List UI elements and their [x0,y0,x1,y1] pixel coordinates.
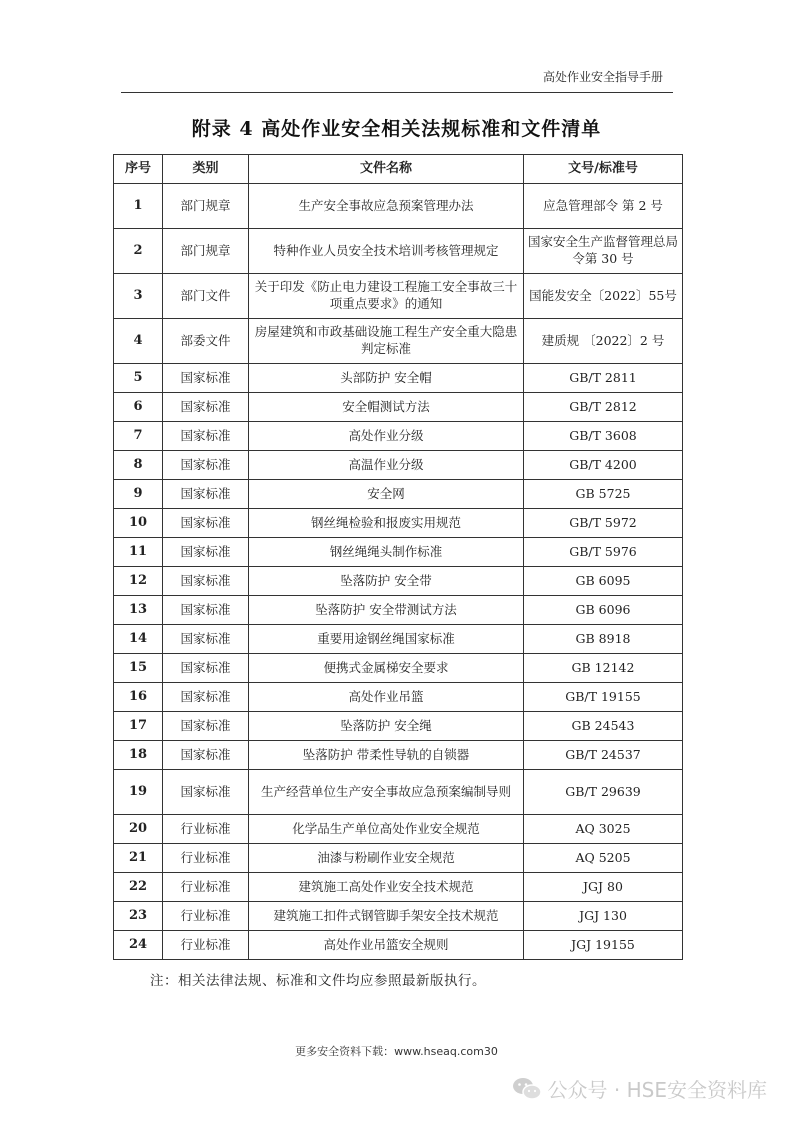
cell-no: 20 [114,815,163,844]
cell-category: 部门规章 [163,184,249,229]
cell-no: 8 [114,451,163,480]
cell-category: 行业标准 [163,873,249,902]
cell-name: 坠落防护 安全带 [249,567,524,596]
cell-code: GB/T 24537 [524,741,683,770]
table-row [114,902,683,931]
cell-name: 高处作业吊篮 [249,683,524,712]
cell-code: GB/T 2812 [524,393,683,422]
cell-no: 10 [114,509,163,538]
footnote: 注：相关法律法规、标准和文件均应参照最新版执行。 [150,973,486,989]
cell-category: 国家标准 [163,567,249,596]
col-header-code: 文号/标准号 [524,155,683,184]
cell-name: 头部防护 安全帽 [249,364,524,393]
cell-name: 钢丝绳检验和报废实用规范 [249,509,524,538]
cell-name: 坠落防护 安全绳 [249,712,524,741]
cell-category: 国家标准 [163,422,249,451]
cell-category: 行业标准 [163,931,249,960]
cell-name: 化学品生产单位高处作业安全规范 [249,815,524,844]
cell-no: 21 [114,844,163,873]
cell-category: 部门规章 [163,229,249,274]
cell-no: 13 [114,596,163,625]
table-row [114,509,683,538]
page-title: 附录 4 高处作业安全相关法规标准和文件清单 [191,118,602,140]
cell-code: AQ 3025 [524,815,683,844]
table-row [114,596,683,625]
cell-name: 安全帽测试方法 [249,393,524,422]
col-header-name: 文件名称 [249,155,524,184]
header-title: 高处作业安全指导手册 [542,70,663,84]
cell-code: GB/T 19155 [524,683,683,712]
cell-code: JGJ 19155 [524,931,683,960]
cell-code: GB 8918 [524,625,683,654]
cell-name: 高处作业吊篮安全规则 [249,931,524,960]
cell-code: GB/T 5976 [524,538,683,567]
cell-code: GB/T 3608 [524,422,683,451]
cell-name: 坠落防护 安全带测试方法 [249,596,524,625]
cell-category: 国家标准 [163,625,249,654]
cell-no: 7 [114,422,163,451]
cell-code: GB/T 4200 [524,451,683,480]
cell-code: AQ 5205 [524,844,683,873]
cell-no: 12 [114,567,163,596]
table-row [114,625,683,654]
cell-category: 行业标准 [163,844,249,873]
cell-no: 6 [114,393,163,422]
cell-code: JGJ 130 [524,902,683,931]
cell-no: 3 [114,274,163,319]
cell-code: GB/T 29639 [524,770,683,815]
cell-code: 国家安全生产监督管理总局令第 30 号 [524,229,683,274]
col-header-category: 类别 [163,155,249,184]
cell-name: 建筑施工扣件式钢管脚手架安全技术规范 [249,902,524,931]
cell-no: 14 [114,625,163,654]
table-row [114,844,683,873]
cell-name: 油漆与粉刷作业安全规范 [249,844,524,873]
table-row [114,319,683,364]
cell-category: 国家标准 [163,538,249,567]
table-body [114,184,683,960]
cell-category: 国家标准 [163,596,249,625]
wechat-icon [512,1076,542,1102]
cell-category: 部门文件 [163,274,249,319]
cell-no: 24 [114,931,163,960]
cell-no: 22 [114,873,163,902]
cell-code: 国能发安全〔2022〕55号 [524,274,683,319]
cell-category: 国家标准 [163,393,249,422]
cell-code: GB 24543 [524,712,683,741]
cell-name: 特种作业人员安全技术培训考核管理规定 [249,229,524,274]
watermark [512,1074,767,1103]
cell-no: 18 [114,741,163,770]
table-row [114,184,683,229]
cell-name: 建筑施工高处作业安全技术规范 [249,873,524,902]
cell-category: 国家标准 [163,480,249,509]
cell-name: 高温作业分级 [249,451,524,480]
cell-no: 15 [114,654,163,683]
cell-category: 国家标准 [163,741,249,770]
cell-code: 应急管理部令 第 2 号 [524,184,683,229]
cell-name: 关于印发《防止电力建设工程施工安全事故三十项重点要求》的通知 [249,274,524,319]
cell-category: 行业标准 [163,902,249,931]
cell-no: 9 [114,480,163,509]
cell-category: 国家标准 [163,712,249,741]
cell-category: 部委文件 [163,319,249,364]
cell-name: 高处作业分级 [249,422,524,451]
cell-name: 生产经营单位生产安全事故应急预案编制导则 [249,770,524,815]
table-row [114,274,683,319]
cell-code: GB 12142 [524,654,683,683]
cell-code: GB/T 2811 [524,364,683,393]
watermark-text: 公众号 · HSE安全资料库 [547,1078,767,1102]
table-row [114,741,683,770]
regulations-table [113,154,683,960]
cell-no: 2 [114,229,163,274]
cell-category: 国家标准 [163,509,249,538]
table-row [114,654,683,683]
table-row [114,815,683,844]
table-row [114,770,683,815]
table-row [114,422,683,451]
cell-code: GB 6095 [524,567,683,596]
cell-no: 4 [114,319,163,364]
cell-no: 17 [114,712,163,741]
table-row [114,480,683,509]
cell-category: 国家标准 [163,770,249,815]
cell-no: 16 [114,683,163,712]
cell-no: 5 [114,364,163,393]
table-row [114,229,683,274]
table-row [114,451,683,480]
cell-name: 钢丝绳绳头制作标准 [249,538,524,567]
cell-category: 国家标准 [163,364,249,393]
table-row [114,538,683,567]
cell-category: 国家标准 [163,683,249,712]
cell-code: JGJ 80 [524,873,683,902]
cell-category: 国家标准 [163,654,249,683]
cell-code: GB 5725 [524,480,683,509]
cell-category: 行业标准 [163,815,249,844]
table-row [114,364,683,393]
table-row [114,567,683,596]
cell-code: 建质规 〔2022〕2 号 [524,319,683,364]
cell-name: 便携式金属梯安全要求 [249,654,524,683]
table-row [114,683,683,712]
cell-no: 1 [114,184,163,229]
cell-name: 安全网 [249,480,524,509]
cell-code: GB/T 5972 [524,509,683,538]
cell-no: 11 [114,538,163,567]
cell-code: GB 6096 [524,596,683,625]
table-row [114,873,683,902]
footer-download-link[interactable]: 更多安全资料下载：www.hseaq.com30 [295,1045,498,1058]
table-row [114,712,683,741]
cell-category: 国家标准 [163,451,249,480]
table-header-row [114,155,683,184]
col-header-no: 序号 [114,155,163,184]
cell-name: 坠落防护 带柔性导轨的自锁器 [249,741,524,770]
table-row [114,393,683,422]
table-row [114,931,683,960]
header-divider [121,92,673,93]
cell-name: 重要用途钢丝绳国家标准 [249,625,524,654]
cell-name: 生产安全事故应急预案管理办法 [249,184,524,229]
cell-name: 房屋建筑和市政基础设施工程生产安全重大隐患判定标准 [249,319,524,364]
cell-no: 19 [114,770,163,815]
cell-no: 23 [114,902,163,931]
